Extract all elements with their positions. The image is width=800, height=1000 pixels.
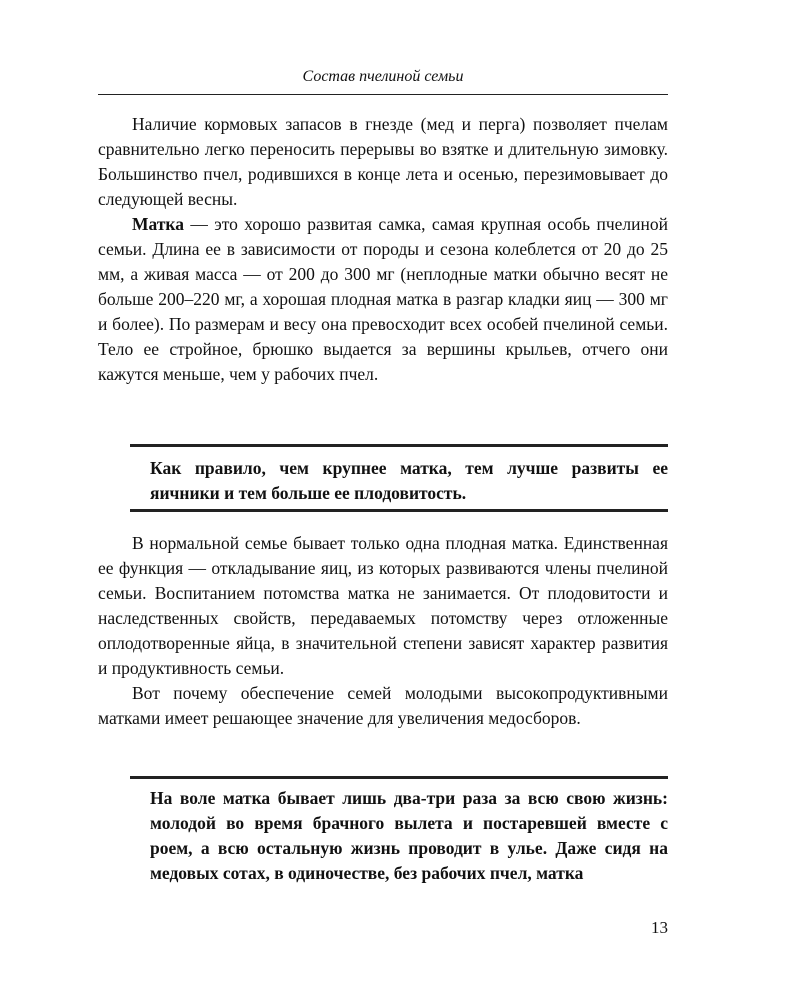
text-block-1: [98, 112, 668, 387]
paragraph-single-queen: В нормальной семье бывает только одна плодная матка. Единственная ее функция — откладывание яиц, из которых развиваются члены пчелиной семьи. Воспитанием потомства матка не занимается. От плодовитости и наследственных свойств, передаваемых потомству через отложенные оплодотворенные яйца, в значительной степени зависят характер развития и продуктивность семьи.: [98, 533, 668, 678]
paragraph-queen-description: [98, 212, 668, 387]
header-rule: [98, 94, 668, 95]
paragraph-young-queens: Вот почему обеспечение семей молодыми высокопродуктивными матками имеет решающее значение для увеличения медосборов.: [98, 683, 668, 728]
paragraph-feed-reserves: Наличие кормовых запасов в гнезде (мед и перга) позволяет пчелам сравнительно легко переносить перерывы во взятке и длительную зимовку. Большинство пчел, родившихся в конце лета и осенью, перезимовывает до следующей весны.: [98, 114, 668, 209]
callout-top-rule: [130, 444, 668, 447]
callout2-top-rule: [130, 776, 668, 779]
term-queen: Матка: [132, 214, 184, 234]
callout-queen-life: На воле матка бывает лишь два-три раза за всю свою жизнь: молодой во время брачного вылета и постаревшей вместе с роем, а всю остальную жизнь проводит в улье. Даже сидя на медовых сотах, в одиночестве, без рабочих пчел, матка: [150, 788, 668, 883]
callout-bottom-rule: [130, 509, 668, 512]
queen-description-text: — это хорошо развитая самка, самая крупная особь пчелиной семьи. Длина ее в зависимости от породы и сезона колеблется от 20 до 25 мм, а живая масса — от 200 до 300 мг (неплодные матки обычно весят не больше 200–220 мг, а хорошая плодная матка в разгар кладки яиц — 300 мг и более). По размерам и весу она превосходит всех особей пчелиной семьи. Тело ее стройное, брюшко выдается за вершины крыльев, отчего они кажутся меньше, чем у рабочих пчел.: [98, 214, 668, 384]
page-number: 13: [651, 918, 668, 937]
text-block-2: [98, 531, 668, 731]
callout-size-fertility: Как правило, чем крупнее матка, тем лучше развиты ее яичники и тем больше ее плодовитость.: [150, 458, 668, 503]
running-header: Состав пчелиной семьи: [302, 68, 464, 85]
